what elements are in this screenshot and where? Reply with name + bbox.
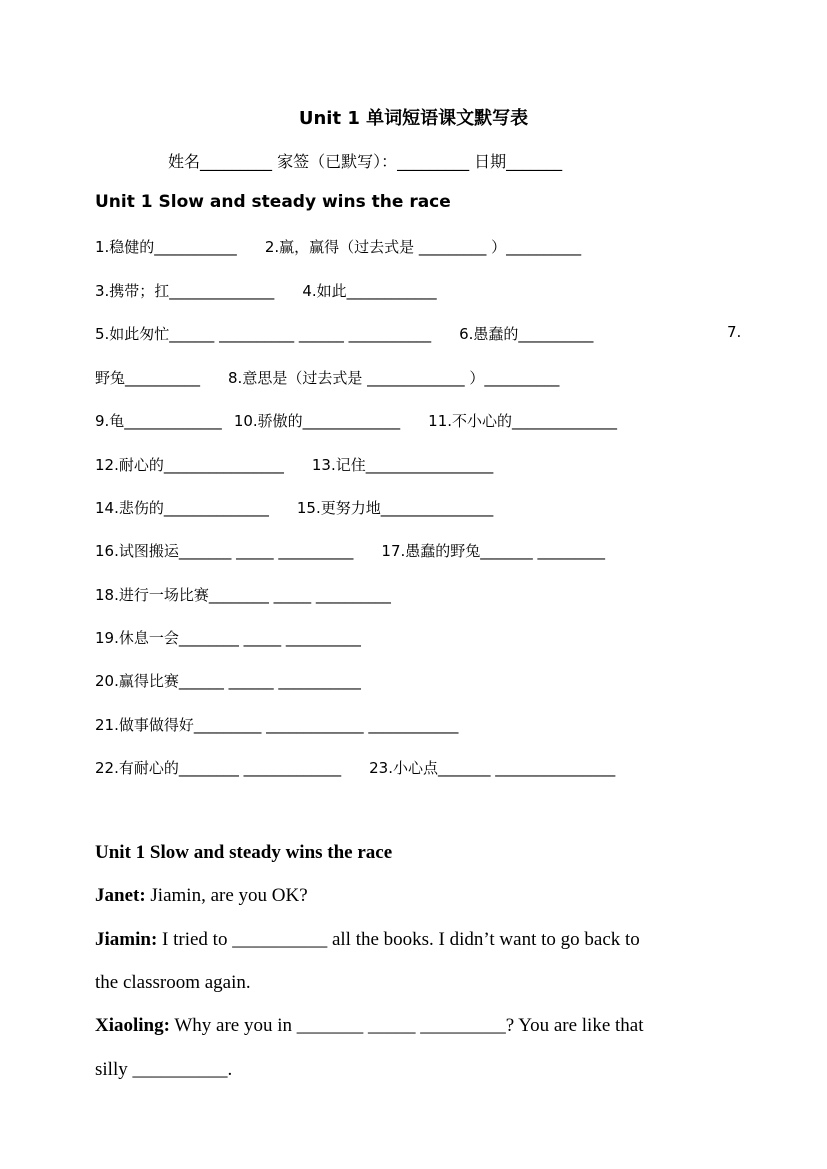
dialogue-line (95, 885, 308, 907)
vocab-line (95, 584, 391, 605)
dialogue-text: Why are you in _______ _____ _________? You are like that (169, 1015, 644, 1036)
speaker-name: Xiaoling: (95, 1015, 170, 1036)
vocab-item: 12.耐心的________________ (95, 456, 284, 474)
page-title: Unit 1 单词短语课文默写表 (298, 108, 529, 129)
vocab-item: 19.休息一会________ _____ __________ (95, 629, 361, 647)
vocab-item: 20.赢得比赛______ ______ ___________ (95, 672, 361, 690)
vocab-item: 5.如此匆忙______ __________ ______ ___________ (95, 325, 432, 343)
vocab-item: 11.不小心的______________ (428, 412, 618, 430)
dialogue-text: silly __________. (95, 1059, 233, 1080)
vocab-item: 10.骄傲的_____________ (233, 412, 401, 430)
vocab-item: 18.进行一场比赛________ _____ __________ (95, 586, 391, 604)
vocab-item: 13.记住_________________ (311, 456, 494, 474)
speaker-name: Janet: (95, 885, 146, 906)
vocab-item: 6.愚蠢的__________ (459, 325, 594, 343)
vocab-item: 1.稳健的___________ (95, 238, 237, 256)
vocab-line (95, 627, 361, 648)
dialogue-line (95, 1015, 644, 1037)
vocab-item: 17.愚蠢的野兔_______ _________ (381, 542, 606, 560)
vocab-item: 9.龟_____________ (95, 412, 222, 430)
vocab-item: 2.赢，赢得（过去式是 _________ ）__________ (264, 238, 582, 256)
vocab-item: 16.试图搬运_______ _____ __________ (95, 542, 354, 560)
dialogue-line (95, 972, 251, 994)
vocab-item: 22.有耐心的________ _____________ (95, 759, 342, 777)
vocab-line (95, 323, 593, 344)
vocab-item: 4.如此____________ (302, 282, 437, 300)
vocab-line (95, 410, 617, 431)
dialogue-text: the classroom again. (95, 972, 251, 993)
vocab-line (95, 236, 581, 257)
vocab-item: 野兔__________ (95, 369, 201, 387)
dialogue-text: I tried to __________ all the books. I didn’t want to go back to (157, 929, 640, 950)
section-heading-vocab: Unit 1 Slow and steady wins the race (95, 192, 451, 212)
vocab-item-number: 7. (727, 323, 742, 341)
section-heading-text: Unit 1 Slow and steady wins the race (95, 842, 393, 863)
vocab-line (95, 757, 615, 778)
vocab-item: 3.携带；扛______________ (95, 282, 275, 300)
vocab-line (95, 540, 605, 561)
dialogue-text: Jiamin, are you OK? (145, 885, 308, 906)
vocab-item: 23.小心点_______ ________________ (369, 759, 616, 777)
student-info-line: 姓名_________ 家签（已默写）：_________ 日期_______ (168, 152, 563, 171)
vocab-line (95, 454, 493, 475)
speaker-name: Jiamin: (95, 929, 158, 950)
vocab-line (95, 714, 458, 735)
vocab-item: 21.做事做得好_________ _____________ ____________ (95, 716, 459, 734)
vocab-line (95, 497, 493, 518)
dialogue-line (95, 1059, 232, 1081)
vocab-line (95, 670, 361, 691)
vocab-line (95, 367, 559, 388)
vocab-item: 15.更努力地_______________ (296, 499, 494, 517)
vocab-line (95, 280, 437, 301)
vocab-item: 8.意思是（过去式是 _____________ ）__________ (228, 369, 560, 387)
dialogue-line (95, 929, 640, 951)
vocab-item: 14.悲伤的______________ (95, 499, 269, 517)
